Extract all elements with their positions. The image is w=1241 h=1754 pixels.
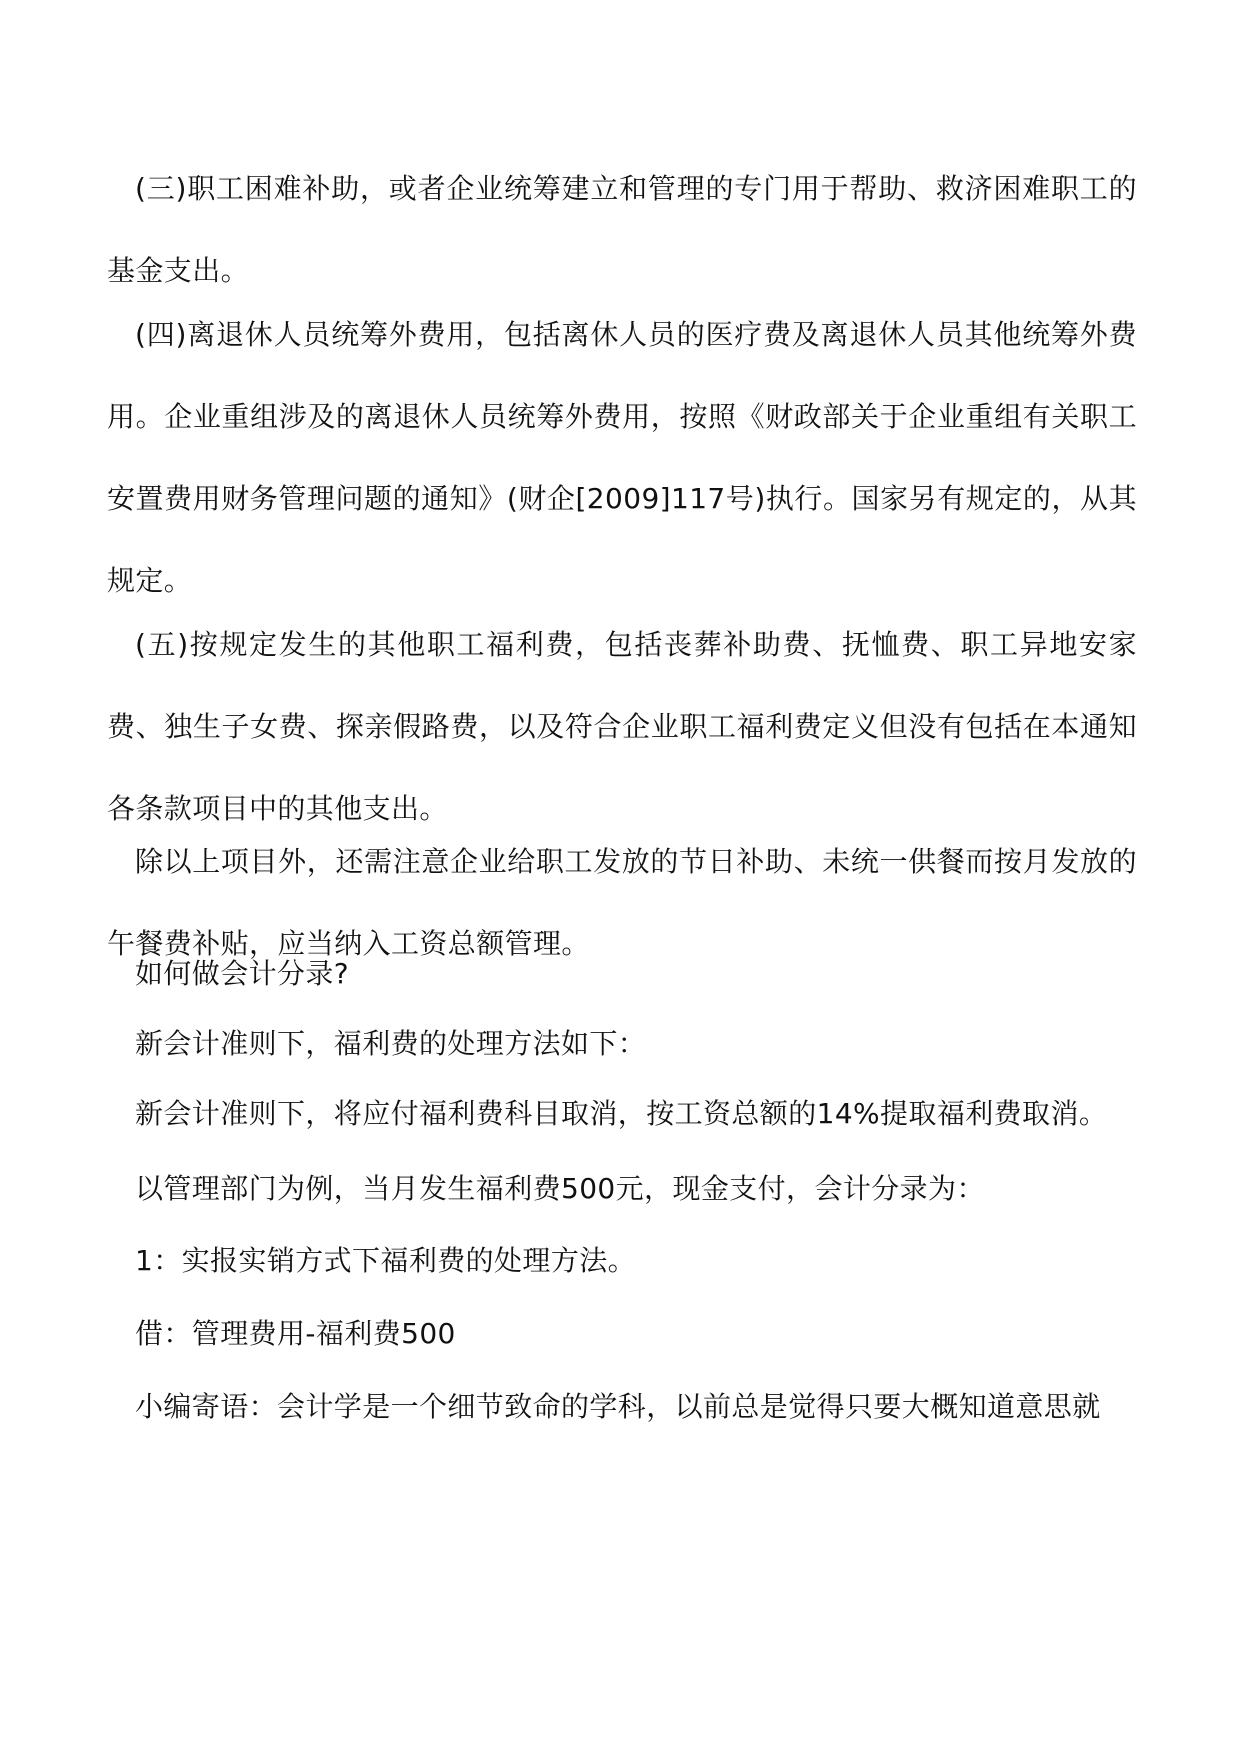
paragraph-example-management-dept: 以管理部门为例，当月发生福利费500元，现金支付，会计分录为： [135,1172,985,1205]
paragraph-question-accounting-entry: 如何做会计分录? [135,957,350,990]
paragraph-new-standard-rule: 新会计准则下，将应付福利费科目取消，按工资总额的14%提取福利费取消。 [135,1097,1108,1130]
paragraph-holiday-subsidy-note: 除以上项目外，还需注意企业给职工发放的节日补助、未统一供餐而按月发放的午餐费补贴，应当纳入工资总额管理。 [107,845,1137,960]
paragraph-method-1: 1：实报实销方式下福利费的处理方法。 [135,1244,637,1277]
paragraph-new-standard-intro: 新会计准则下，福利费的处理方法如下： [135,1027,647,1060]
paragraph-editor-note: 小编寄语：会计学是一个细节致命的学科，以前总是觉得只要大概知道意思就 [135,1390,1101,1423]
paragraph-item-5-other-welfare: (五)按规定发生的其他职工福利费，包括丧葬补助费、抚恤费、职工异地安家费、独生子女费、探亲假路费，以及符合企业职工福利费定义但没有包括在本通知各条款项目中的其他支出。 [107,628,1137,825]
paragraph-item-3-staff-hardship: (三)职工困难补助，或者企业统筹建立和管理的专门用于帮助、救济困难职工的基金支出。 [107,172,1137,287]
paragraph-debit-entry: 借：管理费用-福利费500 [135,1317,456,1350]
paragraph-item-4-retiree-expenses: (四)离退休人员统筹外费用，包括离休人员的医疗费及离退休人员其他统筹外费用。企业重组涉及的离退休人员统筹外费用，按照《财政部关于企业重组有关职工安置费用财务管理问题的通知》(财企[2009]117号)执行。国家另有规定的，从其规定。 [107,318,1137,597]
